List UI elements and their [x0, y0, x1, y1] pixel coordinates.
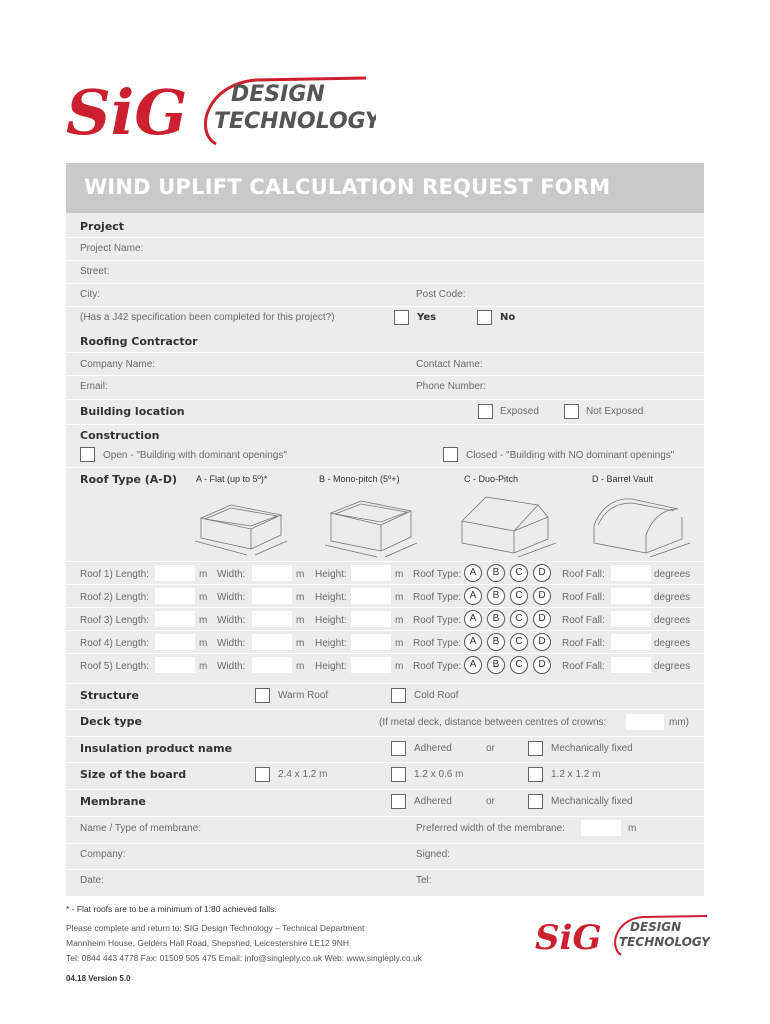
project-name-label: Project Name: — [80, 243, 144, 254]
unit-m: m — [296, 615, 305, 626]
insulation-adhered-label: Adhered — [414, 743, 452, 754]
roof-length-label: Roof 2) Length: — [80, 592, 149, 603]
open-label: Open - "Building with dominant openings" — [103, 450, 287, 461]
date-label: Date: — [80, 875, 104, 886]
insulation-adhered-checkbox[interactable] — [391, 741, 406, 756]
signed-label: Signed: — [416, 849, 450, 860]
roof-width-label: Width: — [217, 661, 246, 672]
company-label: Company: — [80, 849, 126, 860]
roof-type-a-option[interactable]: A — [464, 587, 482, 605]
roof-type-b-label: B - Mono-pitch (5º+) — [319, 474, 400, 484]
roof-width-field[interactable] — [252, 657, 292, 673]
roof-type-d-label: D - Barrel Vault — [592, 474, 653, 484]
board-2-4x1-2-checkbox[interactable] — [255, 767, 270, 782]
roof-type-label: Roof Type: — [413, 615, 462, 626]
roof-width-label: Width: — [217, 638, 246, 649]
roof-type-c-option[interactable]: C — [510, 564, 528, 582]
roof-width-field[interactable] — [252, 611, 292, 627]
structure-heading: Structure — [80, 689, 139, 702]
roof-fall-label: Roof Fall: — [562, 569, 605, 580]
return-address: Mannheim House, Gelders Hall Road, Shepshed, Leicestershire LE12 9NH — [66, 938, 350, 948]
footer-logo-line1: DESIGN — [630, 920, 682, 934]
footer-logo-line2: TECHNOLOGY — [619, 935, 710, 949]
board-1-2x1-2-checkbox[interactable] — [528, 767, 543, 782]
warm-roof-checkbox[interactable] — [255, 688, 270, 703]
contact-name-label: Contact Name: — [416, 359, 483, 370]
contractor-heading: Roofing Contractor — [80, 335, 198, 348]
insulation-or: or — [486, 743, 495, 754]
degrees-unit: degrees — [654, 638, 691, 649]
degrees-unit: degrees — [654, 615, 691, 626]
flat-roof-diagram — [191, 493, 291, 563]
roof-height-label: Height: — [315, 615, 347, 626]
yes-label: Yes — [417, 312, 437, 323]
unit-m: m — [199, 615, 208, 626]
return-instructions: Please complete and return to: SIG Design Technology – Technical Department — [66, 923, 365, 933]
roof-height-label: Height: — [315, 569, 347, 580]
email-label: Email: — [80, 381, 108, 392]
postcode-label: Post Code: — [416, 289, 466, 300]
board-size-heading: Size of the board — [80, 768, 187, 781]
unit-m: m — [395, 569, 404, 580]
version-label: 04.18 Version 5.0 — [66, 974, 131, 983]
no-label: No — [500, 312, 516, 323]
mm-unit: mm) — [669, 717, 689, 728]
contact-details: Tel: 0844 443 4778 Fax: 01509 505 475 Email: info@singleply.co.uk Web: www.singleply.co.uk — [66, 953, 422, 963]
logo-line1: DESIGN — [231, 82, 325, 107]
membrane-mech-label: Mechanically fixed — [551, 796, 633, 807]
roof-type-b-option[interactable]: B — [487, 610, 505, 628]
j42-no-checkbox[interactable] — [477, 310, 492, 325]
roof-type-c-option[interactable]: C — [510, 610, 528, 628]
crowns-distance-field[interactable] — [626, 714, 664, 730]
phone-label: Phone Number: — [416, 381, 487, 392]
closed-checkbox[interactable] — [443, 447, 458, 462]
roof-height-label: Height: — [315, 638, 347, 649]
roof-height-field[interactable] — [351, 611, 391, 627]
project-heading: Project — [80, 220, 125, 233]
exposed-checkbox[interactable] — [478, 404, 493, 419]
logo-brand: SiG — [66, 76, 188, 149]
exposed-label: Exposed — [500, 406, 539, 417]
roof-length-label: Roof 5) Length: — [80, 661, 149, 672]
title-band — [66, 163, 704, 213]
roof-type-label: Roof Type: — [413, 638, 462, 649]
building-location-heading: Building location — [80, 405, 185, 418]
board-1-2x0-6-label: 1.2 x 0.6 m — [414, 769, 464, 780]
mono-pitch-roof-diagram — [321, 493, 421, 563]
wind-uplift-form — [66, 163, 704, 896]
roof-fall-field[interactable] — [611, 634, 651, 650]
roof-type-c-option[interactable]: C — [510, 656, 528, 674]
membrane-mech-checkbox[interactable] — [528, 794, 543, 809]
unit-m: m — [199, 569, 208, 580]
board-2-4x1-2-label: 2.4 x 1.2 m — [278, 769, 328, 780]
cold-roof-label: Cold Roof — [414, 690, 459, 701]
roof-type-d-option[interactable]: D — [533, 656, 551, 674]
roof-type-b-option[interactable]: B — [487, 656, 505, 674]
roof-type-c-option[interactable]: C — [510, 633, 528, 651]
roof-height-field[interactable] — [351, 588, 391, 604]
unit-m: m — [199, 592, 208, 603]
unit-m: m — [395, 638, 404, 649]
roof-type-b-option[interactable]: B — [487, 564, 505, 582]
membrane-width-field[interactable] — [581, 820, 621, 836]
tel-label: Tel: — [416, 875, 432, 886]
membrane-or: or — [486, 796, 495, 807]
roof-height-label: Height: — [315, 661, 347, 672]
roof-width-label: Width: — [217, 615, 246, 626]
roof-width-label: Width: — [217, 592, 246, 603]
roof-type-a-option[interactable]: A — [464, 610, 482, 628]
roof-type-label: Roof Type: — [413, 569, 462, 580]
roof-fall-field[interactable] — [611, 657, 651, 673]
roof-type-label: Roof Type: — [413, 661, 462, 672]
degrees-unit: degrees — [654, 569, 691, 580]
sig-logo-footer — [535, 913, 710, 959]
warm-roof-label: Warm Roof — [278, 690, 329, 701]
roof-length-field[interactable] — [155, 565, 195, 581]
roof-height-field[interactable] — [351, 657, 391, 673]
board-1-2x0-6-checkbox[interactable] — [391, 767, 406, 782]
membrane-width-unit: m — [628, 823, 637, 834]
roof-length-label: Roof 1) Length: — [80, 569, 149, 580]
roof-length-field[interactable] — [155, 611, 195, 627]
roof-length-label: Roof 3) Length: — [80, 615, 149, 626]
unit-m: m — [296, 569, 305, 580]
roof-type-d-option[interactable]: D — [533, 633, 551, 651]
roof-fall-field[interactable] — [611, 611, 651, 627]
board-1-2x1-2-label: 1.2 x 1.2 m — [551, 769, 601, 780]
roof-type-a-option[interactable]: A — [464, 633, 482, 651]
roof-height-label: Height: — [315, 592, 347, 603]
flat-roof-note: * - Flat roofs are to be a minimum of 1:80 achieved falls. — [66, 904, 277, 914]
roof-type-b-option[interactable]: B — [487, 587, 505, 605]
unit-m: m — [199, 661, 208, 672]
roof-height-field[interactable] — [351, 565, 391, 581]
roof-length-field[interactable] — [155, 634, 195, 650]
insulation-heading: Insulation product name — [80, 742, 233, 755]
roof-length-field[interactable] — [155, 657, 195, 673]
construction-heading: Construction — [80, 429, 160, 442]
roof-type-d-option[interactable]: D — [533, 564, 551, 582]
roof-fall-label: Roof Fall: — [562, 661, 605, 672]
roof-type-a-option[interactable]: A — [464, 564, 482, 582]
city-label: City: — [80, 289, 100, 300]
roof-fall-field[interactable] — [611, 588, 651, 604]
barrel-vault-roof-diagram — [586, 491, 696, 563]
roof-fall-label: Roof Fall: — [562, 638, 605, 649]
roof-width-field[interactable] — [252, 634, 292, 650]
roof-fall-label: Roof Fall: — [562, 592, 605, 603]
logo-line2: TECHNOLOGY — [214, 109, 376, 134]
j42-yes-checkbox[interactable] — [394, 310, 409, 325]
roof-width-field[interactable] — [252, 588, 292, 604]
unit-m: m — [199, 638, 208, 649]
roof-type-c-label: C - Duo-Pitch — [464, 474, 519, 484]
unit-m: m — [395, 661, 404, 672]
membrane-heading: Membrane — [80, 795, 146, 808]
unit-m: m — [296, 638, 305, 649]
company-name-label: Company Name: — [80, 359, 156, 370]
insulation-mech-label: Mechanically fixed — [551, 743, 633, 754]
sig-logo — [66, 72, 376, 152]
roof-type-d-option[interactable]: D — [533, 587, 551, 605]
roof-width-label: Width: — [217, 569, 246, 580]
roof-type-a-label: A - Flat (up to 5º)* — [196, 474, 268, 484]
roof-type-a-option[interactable]: A — [464, 656, 482, 674]
not-exposed-checkbox[interactable] — [564, 404, 579, 419]
unit-m: m — [296, 661, 305, 672]
degrees-unit: degrees — [654, 661, 691, 672]
unit-m: m — [395, 592, 404, 603]
j42-question: (Has a J42 specification been completed for this project?) — [80, 312, 335, 323]
closed-label: Closed - "Building with NO dominant openings" — [466, 450, 675, 461]
unit-m: m — [296, 592, 305, 603]
membrane-name-label: Name / Type of membrane: — [80, 823, 201, 834]
footer-logo-brand: SiG — [535, 918, 602, 958]
roof-type-label: Roof Type: — [413, 592, 462, 603]
insulation-mech-checkbox[interactable] — [528, 741, 543, 756]
not-exposed-label: Not Exposed — [586, 406, 644, 417]
roof-type-b-option[interactable]: B — [487, 633, 505, 651]
roof-type-c-option[interactable]: C — [510, 587, 528, 605]
roof-type-d-option[interactable]: D — [533, 610, 551, 628]
roof-length-field[interactable] — [155, 588, 195, 604]
roof-fall-field[interactable] — [611, 565, 651, 581]
roof-type-heading: Roof Type (A-D) — [80, 473, 177, 486]
membrane-adhered-label: Adhered — [414, 796, 452, 807]
open-checkbox[interactable] — [80, 447, 95, 462]
roof-fall-label: Roof Fall: — [562, 615, 605, 626]
membrane-adhered-checkbox[interactable] — [391, 794, 406, 809]
deck-type-heading: Deck type — [80, 715, 143, 728]
street-label: Street: — [80, 266, 110, 277]
cold-roof-checkbox[interactable] — [391, 688, 406, 703]
roof-length-label: Roof 4) Length: — [80, 638, 149, 649]
roof-height-field[interactable] — [351, 634, 391, 650]
duo-pitch-roof-diagram — [456, 491, 566, 563]
unit-m: m — [395, 615, 404, 626]
roof-width-field[interactable] — [252, 565, 292, 581]
metal-deck-note: (If metal deck, distance between centres of crowns: — [379, 717, 607, 728]
degrees-unit: degrees — [654, 592, 691, 603]
form-title: WIND UPLIFT CALCULATION REQUEST FORM — [84, 175, 611, 199]
membrane-width-label: Preferred width of the membrane: — [416, 823, 565, 834]
